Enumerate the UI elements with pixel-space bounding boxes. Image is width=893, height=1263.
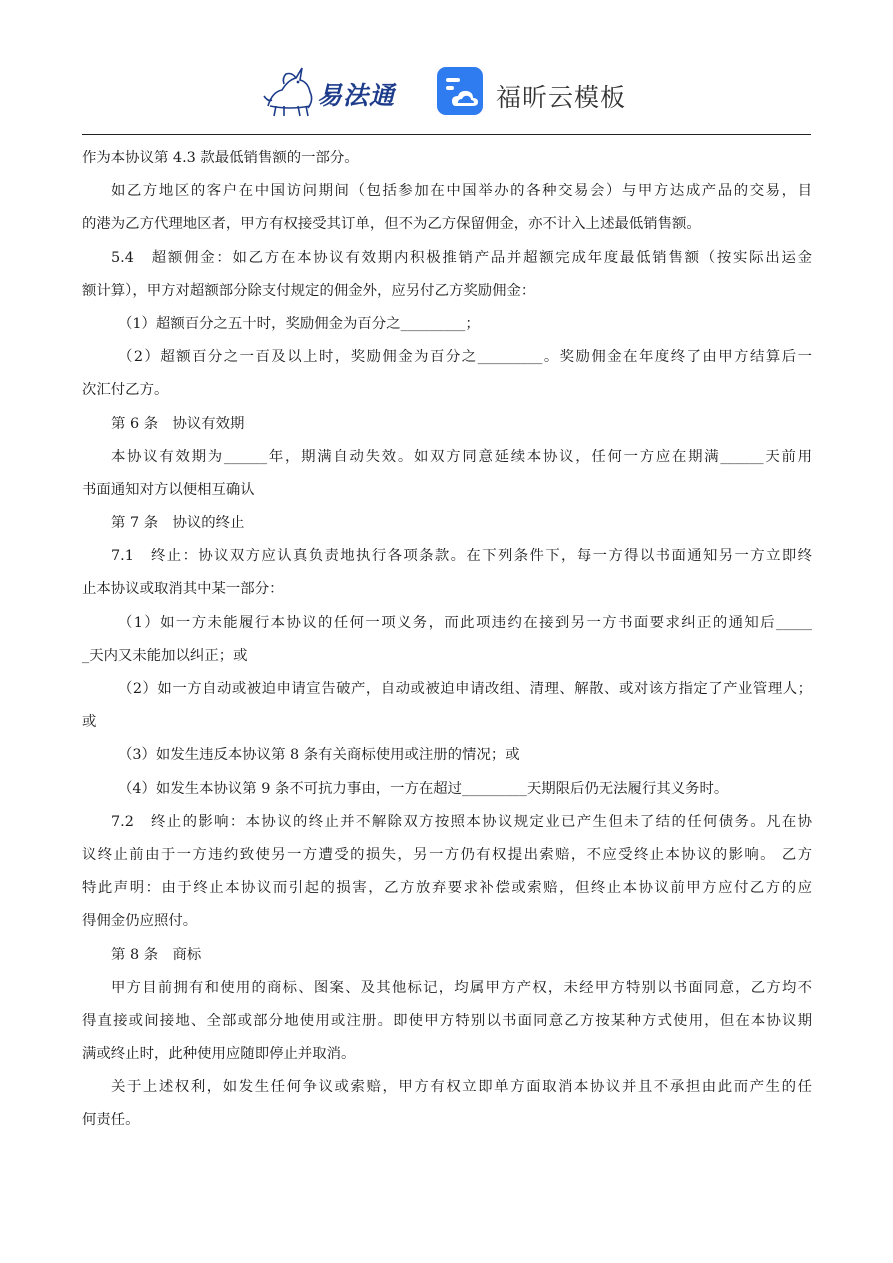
paragraph-line: 何责任。 xyxy=(82,1112,140,1129)
paragraph-line: 议终止前由于一方违约致使另一方遭受的损失，另一方仍有权提出索赔，不应受终止本协议的影响。 乙方 xyxy=(82,846,812,863)
foxit-template-logo xyxy=(436,66,636,120)
paragraph-line: 特此声明：由于终止本协议而引起的损害，乙方放弃要求补偿或索赔，但终止本协议前甲方应付乙方的应 xyxy=(82,880,812,897)
paragraph-line: 7.1 终止：协议双方应认真负责地执行各项条款。在下列条件下，每一方得以书面通知另一方立即终 xyxy=(111,548,812,565)
header-divider xyxy=(82,134,811,135)
paragraph-line: （1）如一方未能履行本协议的任何一项义务，而此项违约在接到另一方书面要求纠正的通知后_____ xyxy=(118,614,812,631)
paragraph-line: 得佣金仍应照付。 xyxy=(82,913,198,930)
paragraph-line: 作为本协议第 4.3 款最低销售额的一部分。 xyxy=(82,150,359,166)
yifatong-logo xyxy=(262,62,412,120)
paragraph-line: 的港为乙方代理地区者，甲方有权接受其订单，但不为乙方保留佣金，亦不计入上述最低销售额。 xyxy=(82,216,701,233)
paragraph-line: 本协议有效期为______年，期满自动失效。如双方同意延续本协议，任何一方应在期满______天前用 xyxy=(111,448,812,465)
cloud-document-icon xyxy=(436,66,486,116)
paragraph-line: 7.2 终止的影响：本协议的终止并不解除双方按照本协议规定业已产生但未了结的任何债务。凡在协 xyxy=(111,813,812,830)
paragraph-line: （2）超额百分之一百及以上时，奖励佣金为百分之_________。奖励佣金在年度终了由甲方结算后一 xyxy=(118,349,812,366)
paragraph-line: 满或终止时，此种使用应随即停止并取消。 xyxy=(82,1046,356,1063)
paragraph-line: （2）如一方自动或被迫申请宣告破产，自动或被迫申请改组、清理、解散、或对该方指定了产业管理人； xyxy=(118,681,812,697)
document-body xyxy=(82,142,812,1138)
paragraph-line: 止本协议或取消其中某一部分： xyxy=(82,581,284,598)
paragraph-line: 5.4 超额佣金：如乙方在本协议有效期内积极推销产品并超额完成年度最低销售额（按实际出运金 xyxy=(111,249,812,266)
unicorn-emblem-icon xyxy=(262,62,322,120)
yifatong-logo-text: 易法通 xyxy=(317,81,396,110)
section-heading: 第 7 条 协议的终止 xyxy=(111,515,245,532)
paragraph-line: 书面通知对方以便相互确认 xyxy=(82,481,255,498)
paragraph-line: _天内又未能加以纠正；或 xyxy=(82,647,248,664)
paragraph-line: （3）如发生违反本协议第 8 条有关商标使用或注册的情况；或 xyxy=(118,747,520,764)
paragraph-line: 或 xyxy=(82,714,97,731)
paragraph-line: 关于上述权利，如发生任何争议或索赔，甲方有权立即单方面取消本协议并且不承担由此而产生的任 xyxy=(111,1079,812,1096)
section-heading: 第 8 条 商标 xyxy=(111,946,202,963)
foxit-template-logo-text: 福昕云模板 xyxy=(496,83,627,112)
paragraph-line: 额计算），甲方对超额部分除支付规定的佣金外，应另付乙方奖励佣金： xyxy=(82,282,536,299)
paragraph-line: 如乙方地区的客户在中国访问期间（包括参加在中国举办的各种交易会）与甲方达成产品的交易，目 xyxy=(111,183,812,200)
paragraph-line: 次汇付乙方。 xyxy=(82,382,169,399)
paragraph-line: 甲方目前拥有和使用的商标、图案、及其他标记，均属甲方产权，未经甲方特别以书面同意，乙方均不 xyxy=(111,979,812,996)
paragraph-line: （4）如发生本协议第 9 条不可抗力事由，一方在超过_________天期限后仍无法履行其义务时。 xyxy=(118,780,729,797)
paragraph-line: （1）超额百分之五十时，奖励佣金为百分之_________； xyxy=(118,315,480,332)
section-heading: 第 6 条 协议有效期 xyxy=(111,415,245,432)
paragraph-line: 得直接或间接地、全部或部分地使用或注册。即使甲方特别以书面同意乙方按某种方式使用，但在本协议期 xyxy=(82,1012,812,1029)
page-header xyxy=(0,52,893,132)
